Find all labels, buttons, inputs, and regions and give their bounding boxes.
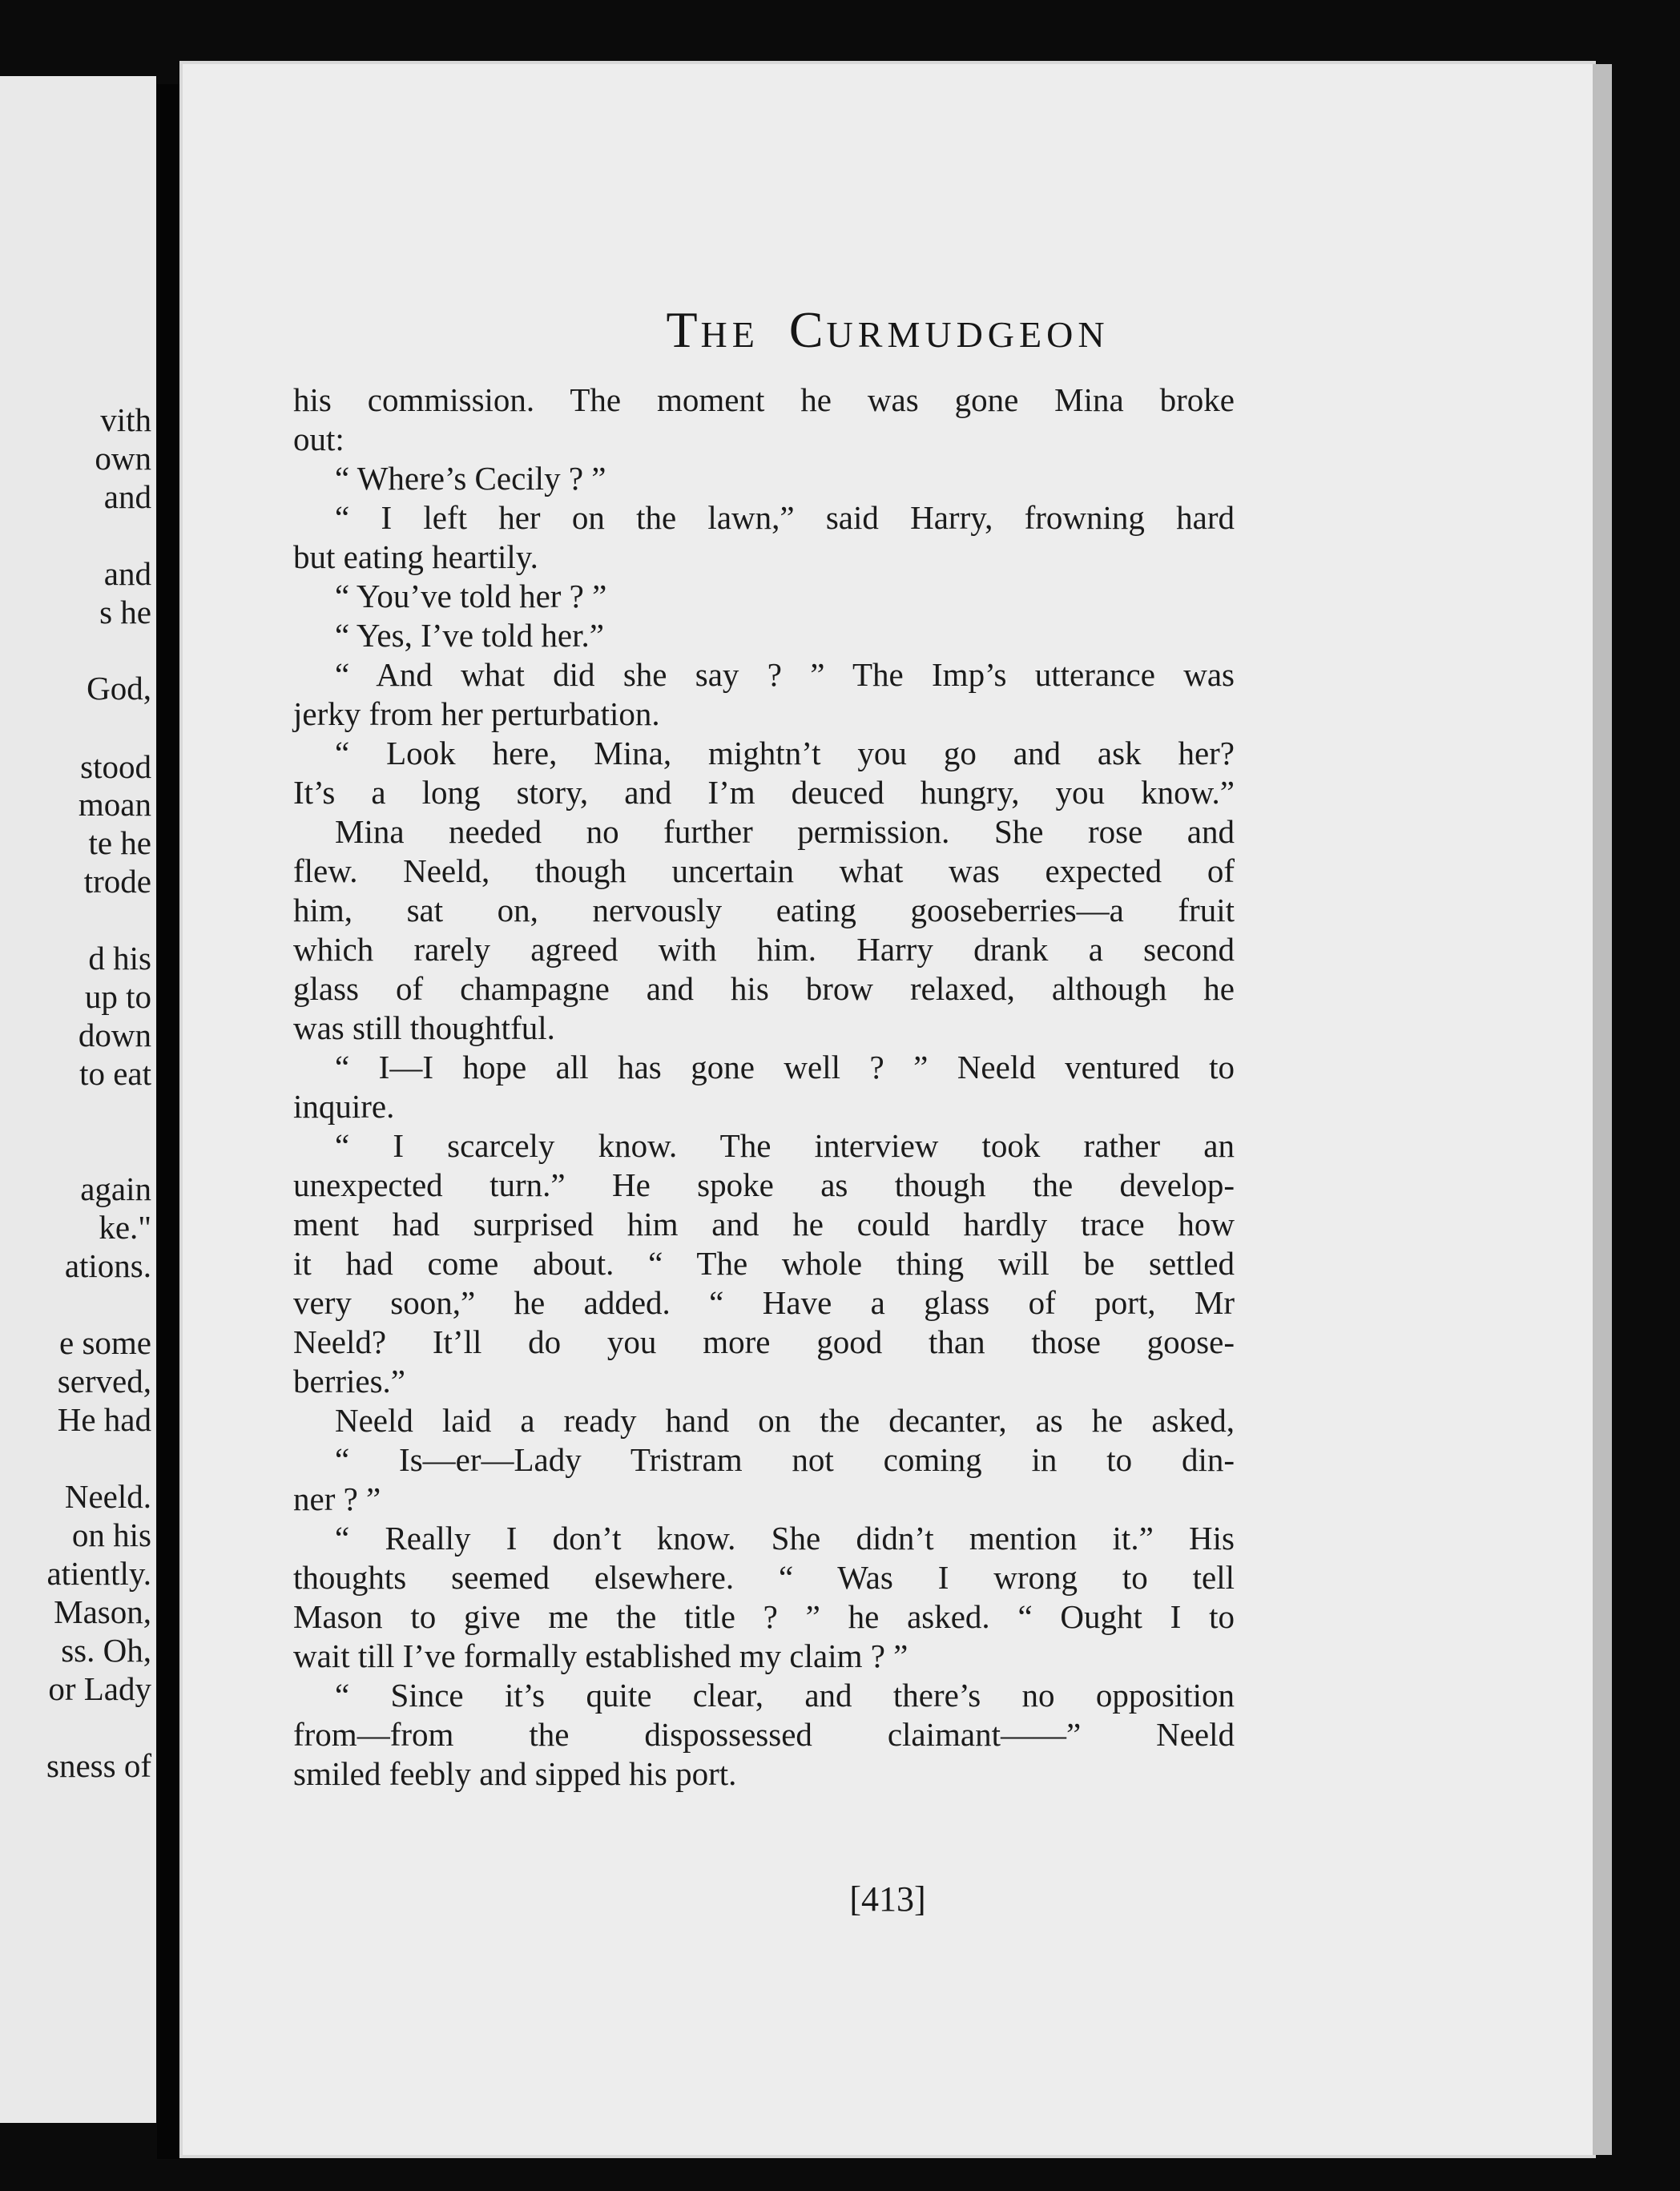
left-fragment: on his [71, 1516, 151, 1553]
text-line: It’s a long story, and I’m deuced hungry, you know.” [293, 774, 1235, 811]
text-line: Neeld? It’ll do you more good than those goose- [293, 1323, 1235, 1360]
left-fragment: Neeld. [64, 1478, 151, 1515]
page-body-text [293, 381, 1235, 1794]
left-fragment: ations. [64, 1247, 151, 1284]
left-fragment: vith [100, 401, 151, 438]
text-line: “ You’ve told her ? ” [335, 578, 607, 614]
running-head-the-rest: HE [700, 314, 759, 355]
text-line: Neeld laid a ready hand on the decanter, as he asked, [335, 1402, 1235, 1439]
left-fragment: served, [57, 1363, 151, 1400]
text-line: berries.” [293, 1363, 405, 1400]
text-line: Mason to give me the title ? ” he asked. “ Ought I to [293, 1598, 1235, 1635]
text-line: “ And what did she say ? ” The Imp’s utterance was [335, 656, 1235, 693]
text-line: “ Yes, I’ve told her.” [335, 617, 604, 654]
text-line: jerky from her perturbation. [293, 695, 660, 732]
left-fragment: trode [83, 863, 151, 900]
text-line: ner ? ” [293, 1480, 381, 1517]
text-line: smiled feebly and sipped his port. [293, 1755, 737, 1792]
text-line: wait till I’ve formally established my claim ? ” [293, 1637, 908, 1674]
left-fragment: atiently. [46, 1555, 151, 1592]
text-line: “ Where’s Cecily ? ” [335, 460, 606, 497]
left-fragment: sness of [46, 1747, 151, 1784]
text-line: him, sat on, nervously eating gooseberries—a fruit [293, 892, 1235, 928]
left-fragment: moan [78, 786, 151, 823]
page-number: [413] [849, 1879, 926, 1919]
right-page [183, 64, 1593, 2155]
text-line: out: [293, 421, 344, 457]
book-gutter [157, 84, 181, 2159]
left-fragment: God, [87, 670, 151, 707]
left-fragment: e some [59, 1324, 151, 1361]
page-edge-shadow [1593, 64, 1612, 2155]
text-line: “ Is—er—Lady Tristram not coming in to din- [335, 1441, 1235, 1478]
text-line: his commission. The moment he was gone Mina broke [293, 381, 1235, 418]
text-line: it had come about. “ The whole thing will be settled [293, 1245, 1235, 1282]
left-fragment: d his [88, 940, 151, 977]
text-line: “ Really I don’t know. She didn’t mention it.” His [335, 1520, 1235, 1557]
left-fragment: ss. Oh, [61, 1632, 151, 1669]
text-line: thoughts seemed elsewhere. “ Was I wrong to tell [293, 1559, 1235, 1596]
running-head-title-rest: URMUDGEON [826, 314, 1110, 355]
text-line: Mina needed no further permission. She rose and [335, 813, 1235, 850]
left-fragment: s he [99, 594, 151, 630]
text-line: but eating heartily. [293, 538, 538, 575]
left-fragment: down [78, 1017, 151, 1053]
text-line: “ Since it’s quite clear, and there’s no opposition [335, 1677, 1235, 1714]
left-fragment: own [95, 440, 151, 477]
text-line: very soon,” he added. “ Have a glass of port, Mr [293, 1284, 1235, 1321]
text-line: unexpected turn.” He spoke as though the develop- [293, 1166, 1235, 1203]
left-fragment: stood [80, 748, 151, 785]
left-fragment: and [103, 555, 151, 592]
left-fragment: te he [88, 824, 151, 861]
text-line: “ I—I hope all has gone well ? ” Neeld ventured to [335, 1049, 1235, 1085]
text-line: “ I left her on the lawn,” said Harry, frowning hard [335, 499, 1235, 536]
text-line: inquire. [293, 1088, 395, 1125]
left-fragment: and [103, 478, 151, 515]
text-line: glass of champagne and his brow relaxed, although he [293, 970, 1235, 1007]
text-line: ment had surprised him and he could hardly trace how [293, 1206, 1235, 1243]
left-fragment: He had [57, 1401, 151, 1438]
running-head-initial-t: T [666, 301, 701, 358]
text-line: “ Look here, Mina, mightn’t you go and ask her? [335, 735, 1235, 771]
text-line: was still thoughtful. [293, 1009, 555, 1046]
running-head-initial-c: C [788, 301, 827, 358]
left-fragment: ke." [99, 1209, 151, 1246]
text-line: flew. Neeld, though uncertain what was expected of [293, 852, 1235, 889]
left-fragment: Mason, [54, 1593, 151, 1630]
left-fragment: up to [84, 978, 151, 1015]
text-line: “ I scarcely know. The interview took rather an [335, 1127, 1235, 1164]
left-fragment: again [80, 1170, 151, 1207]
text-line: from—from the dispossessed claimant——” Neeld [293, 1716, 1235, 1753]
left-page [0, 76, 156, 2123]
left-fragment: or Lady [48, 1670, 151, 1707]
text-line: which rarely agreed with him. Harry drank a second [293, 931, 1235, 968]
running-head [183, 300, 1593, 360]
left-fragment: to eat [79, 1055, 151, 1092]
